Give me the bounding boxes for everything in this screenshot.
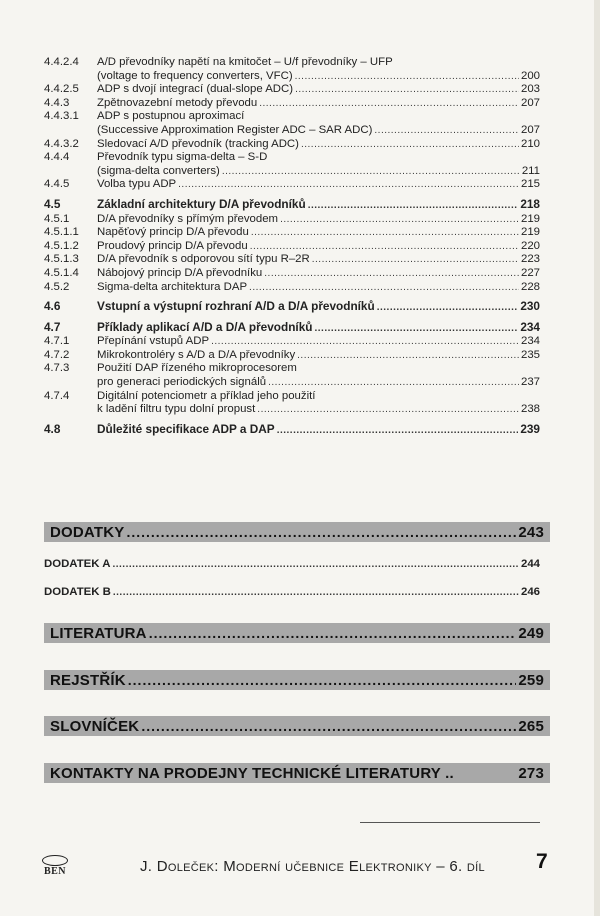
section-page: 249 bbox=[518, 624, 544, 642]
toc-entry bbox=[44, 226, 540, 240]
toc-entry bbox=[44, 240, 540, 254]
toc-entry-title: Napěťový princip D/A převodu bbox=[97, 226, 249, 239]
section-slovnicek bbox=[44, 716, 550, 736]
toc-entry bbox=[44, 321, 540, 336]
section-page: 246 bbox=[520, 586, 540, 598]
toc-entry-page: 237 bbox=[520, 376, 540, 389]
toc-entry-title: Vstupní a výstupní rozhraní A/D a D/A převodníků bbox=[97, 299, 375, 314]
page-edge bbox=[594, 0, 600, 916]
dot-leader bbox=[297, 349, 519, 363]
toc-entry-title: Důležité specifikace ADP a DAP bbox=[97, 421, 275, 436]
section-page: 244 bbox=[520, 558, 540, 570]
dot-leader bbox=[374, 124, 519, 138]
section-kontakty bbox=[44, 763, 550, 783]
toc-entry-title: D/A převodníky s přímým převodem bbox=[97, 212, 279, 225]
toc-entry-page: 220 bbox=[520, 239, 540, 252]
toc-entry-title: Sledovací A/D převodník (tracking ADC) bbox=[97, 137, 299, 150]
toc-entry-page: 215 bbox=[520, 178, 540, 191]
dot-leader bbox=[112, 559, 519, 570]
toc-entry-page: 210 bbox=[520, 137, 540, 150]
toc-entry-number: 4.6 bbox=[44, 299, 61, 314]
toc-entry-title: A/D převodníky napětí na kmitočet – U/f převodníky – UFP bbox=[97, 56, 393, 68]
toc-entry-number: 4.4.4 bbox=[44, 151, 70, 164]
toc-entry-page: 207 bbox=[520, 96, 540, 109]
toc-entry-page: 207 bbox=[520, 123, 540, 136]
dot-leader bbox=[377, 301, 519, 315]
toc-entry-number: 4.5 bbox=[44, 196, 61, 211]
toc-entry bbox=[44, 423, 540, 438]
toc-entry-title: Proudový princip D/A převodu bbox=[97, 239, 248, 252]
toc-entry-title: Základní architektury D/A převodníků bbox=[97, 196, 306, 211]
running-footer: J. Doleček: Moderní učebnice Elektroniky – 6. díl bbox=[140, 858, 485, 875]
section-dodatek-a bbox=[44, 558, 540, 570]
toc-entry bbox=[44, 110, 540, 137]
section-title: REJSTŘÍK bbox=[50, 671, 126, 689]
toc-entry-title: Nábojový princip D/A převodníku bbox=[97, 266, 263, 279]
section-page: 265 bbox=[518, 717, 544, 735]
toc-entry-page: 211 bbox=[521, 164, 540, 177]
dot-leader bbox=[308, 199, 519, 213]
dot-leader bbox=[250, 240, 519, 254]
toc-entry-number: 4.5.1.3 bbox=[44, 253, 79, 266]
toc-entry-page: 230 bbox=[520, 299, 540, 314]
dot-leader bbox=[295, 70, 519, 84]
toc-entry-number: 4.4.2.4 bbox=[44, 56, 79, 68]
toc-entry-number: 4.5.1.4 bbox=[44, 266, 79, 279]
section-dodatky bbox=[44, 522, 550, 542]
toc-entry-title: (Successive Approximation Register ADC – SAR ADC) bbox=[97, 123, 373, 136]
toc-entry bbox=[44, 253, 540, 267]
section-page: 243 bbox=[518, 523, 544, 541]
toc-entry-title: Digitální potenciometr a příklad jeho použití bbox=[97, 389, 316, 402]
dot-leader bbox=[128, 672, 517, 688]
dot-leader bbox=[149, 625, 517, 641]
toc-entry bbox=[44, 362, 540, 389]
dot-leader bbox=[141, 718, 516, 734]
dot-leader bbox=[268, 376, 519, 390]
toc-entry-number: 4.7.3 bbox=[44, 362, 70, 375]
dot-leader bbox=[113, 587, 519, 598]
dot-leader bbox=[211, 335, 519, 349]
toc-entry-number: 4.5.1 bbox=[44, 212, 70, 225]
toc-entry-number: 4.7 bbox=[44, 319, 61, 334]
dot-leader bbox=[249, 281, 519, 295]
toc-entry-page: 227 bbox=[520, 266, 540, 279]
toc-entry-title: Použití DAP řízeného mikroprocesorem bbox=[97, 362, 297, 375]
toc-entry-title: Příklady aplikací A/D a D/A převodníků bbox=[97, 319, 313, 334]
toc-entry-number: 4.7.2 bbox=[44, 348, 70, 361]
toc-entry bbox=[44, 213, 540, 227]
toc-entry-number: 4.4.5 bbox=[44, 178, 70, 191]
toc-entry bbox=[44, 198, 540, 213]
dot-leader bbox=[222, 165, 520, 179]
toc-entry-page: 234 bbox=[520, 335, 540, 348]
toc-entry-number: 4.5.2 bbox=[44, 280, 70, 293]
toc-entry-number: 4.4.2.5 bbox=[44, 83, 79, 96]
toc-entry-title: Zpětnovazební metody převodu bbox=[97, 96, 258, 109]
toc-entry bbox=[44, 335, 540, 349]
section-title: KONTAKTY NA PRODEJNY TECHNICKÉ LITERATURY .. bbox=[50, 764, 454, 782]
toc-entry-number: 4.4.3.1 bbox=[44, 110, 79, 123]
toc-entry-title: Převodník typu sigma-delta – S-D bbox=[97, 151, 268, 164]
toc-entry-title: pro generaci periodických signálů bbox=[97, 376, 267, 389]
logo-emblem-icon bbox=[42, 855, 68, 866]
toc-entry bbox=[44, 138, 540, 152]
dot-leader bbox=[178, 178, 519, 192]
dot-leader bbox=[301, 138, 519, 152]
toc-entry-title: D/A převodník s odporovou sítí typu R–2R bbox=[97, 253, 310, 266]
toc-entry-page: 219 bbox=[520, 212, 540, 225]
dot-leader bbox=[259, 97, 519, 111]
toc-entry-page: 218 bbox=[520, 196, 540, 211]
toc-entry-number: 4.7.1 bbox=[44, 335, 70, 348]
publisher-logo bbox=[40, 855, 70, 877]
toc-entry bbox=[44, 300, 540, 315]
toc-entry-page: 228 bbox=[520, 280, 540, 293]
dot-leader bbox=[251, 226, 519, 240]
toc-entry-number: 4.5.1.2 bbox=[44, 239, 79, 252]
section-title: DODATKY bbox=[50, 523, 125, 541]
dot-leader bbox=[312, 253, 519, 267]
dot-leader bbox=[264, 267, 519, 281]
toc-entry bbox=[44, 349, 540, 363]
section-rejstrik bbox=[44, 670, 550, 690]
section-page: 259 bbox=[518, 671, 544, 689]
toc-entry bbox=[44, 178, 540, 192]
dot-leader bbox=[126, 524, 516, 540]
toc-entry-title: k ladění filtru typu dolní propust bbox=[97, 403, 256, 416]
section-dodatek-b bbox=[44, 586, 540, 598]
toc-entry bbox=[44, 390, 540, 417]
toc-entry bbox=[44, 151, 540, 178]
toc-entry-title: (voltage to frequency converters, VFC) bbox=[97, 69, 293, 82]
toc-entry-title: (sigma-delta converters) bbox=[97, 164, 220, 177]
table-of-contents bbox=[44, 56, 540, 437]
toc-entry-page: 234 bbox=[520, 319, 540, 334]
toc-entry bbox=[44, 56, 540, 83]
toc-entry-title: Přepínání vstupů ADP bbox=[97, 335, 210, 348]
dot-leader bbox=[314, 322, 518, 336]
toc-entry-number: 4.4.3 bbox=[44, 96, 70, 109]
toc-entry-number: 4.8 bbox=[44, 421, 61, 436]
toc-entry-page: 239 bbox=[520, 421, 540, 436]
dot-leader bbox=[277, 424, 519, 438]
toc-entry bbox=[44, 83, 540, 97]
section-title: DODATEK B bbox=[44, 586, 111, 598]
section-title: DODATEK A bbox=[44, 558, 111, 570]
toc-entry-number: 4.4.3.2 bbox=[44, 137, 79, 150]
section-title: LITERATURA bbox=[50, 624, 147, 642]
page-number: 7 bbox=[536, 850, 548, 873]
toc-entry-title: Volba typu ADP bbox=[97, 178, 177, 191]
toc-entry-title: Sigma-delta architektura DAP bbox=[97, 280, 248, 293]
toc-entry-page: 235 bbox=[520, 348, 540, 361]
toc-entry-number: 4.5.1.1 bbox=[44, 226, 79, 239]
toc-entry-page: 223 bbox=[520, 253, 540, 266]
toc-entry-title: ADP s dvojí integrací (dual-slope ADC) bbox=[97, 83, 294, 96]
toc-entry-page: 219 bbox=[520, 226, 540, 239]
toc-entry-page: 203 bbox=[520, 83, 540, 96]
toc-entry bbox=[44, 97, 540, 111]
logo-text: BEN bbox=[43, 866, 67, 877]
toc-entry-page: 200 bbox=[520, 69, 540, 82]
dot-leader bbox=[295, 83, 519, 97]
toc-entry-title: Mikrokontroléry s A/D a D/A převodníky bbox=[97, 348, 296, 361]
section-title: SLOVNÍČEK bbox=[50, 717, 140, 735]
footer-rule bbox=[360, 822, 540, 823]
toc-entry bbox=[44, 267, 540, 281]
dot-leader bbox=[280, 213, 519, 227]
dot-leader bbox=[257, 403, 519, 417]
toc-entry bbox=[44, 281, 540, 295]
toc-entry-title: ADP s postupnou aproximací bbox=[97, 110, 245, 123]
section-page: 273 bbox=[518, 764, 544, 782]
toc-entry-page: 238 bbox=[520, 403, 540, 416]
section-literatura bbox=[44, 623, 550, 643]
toc-entry-number: 4.7.4 bbox=[44, 389, 70, 402]
